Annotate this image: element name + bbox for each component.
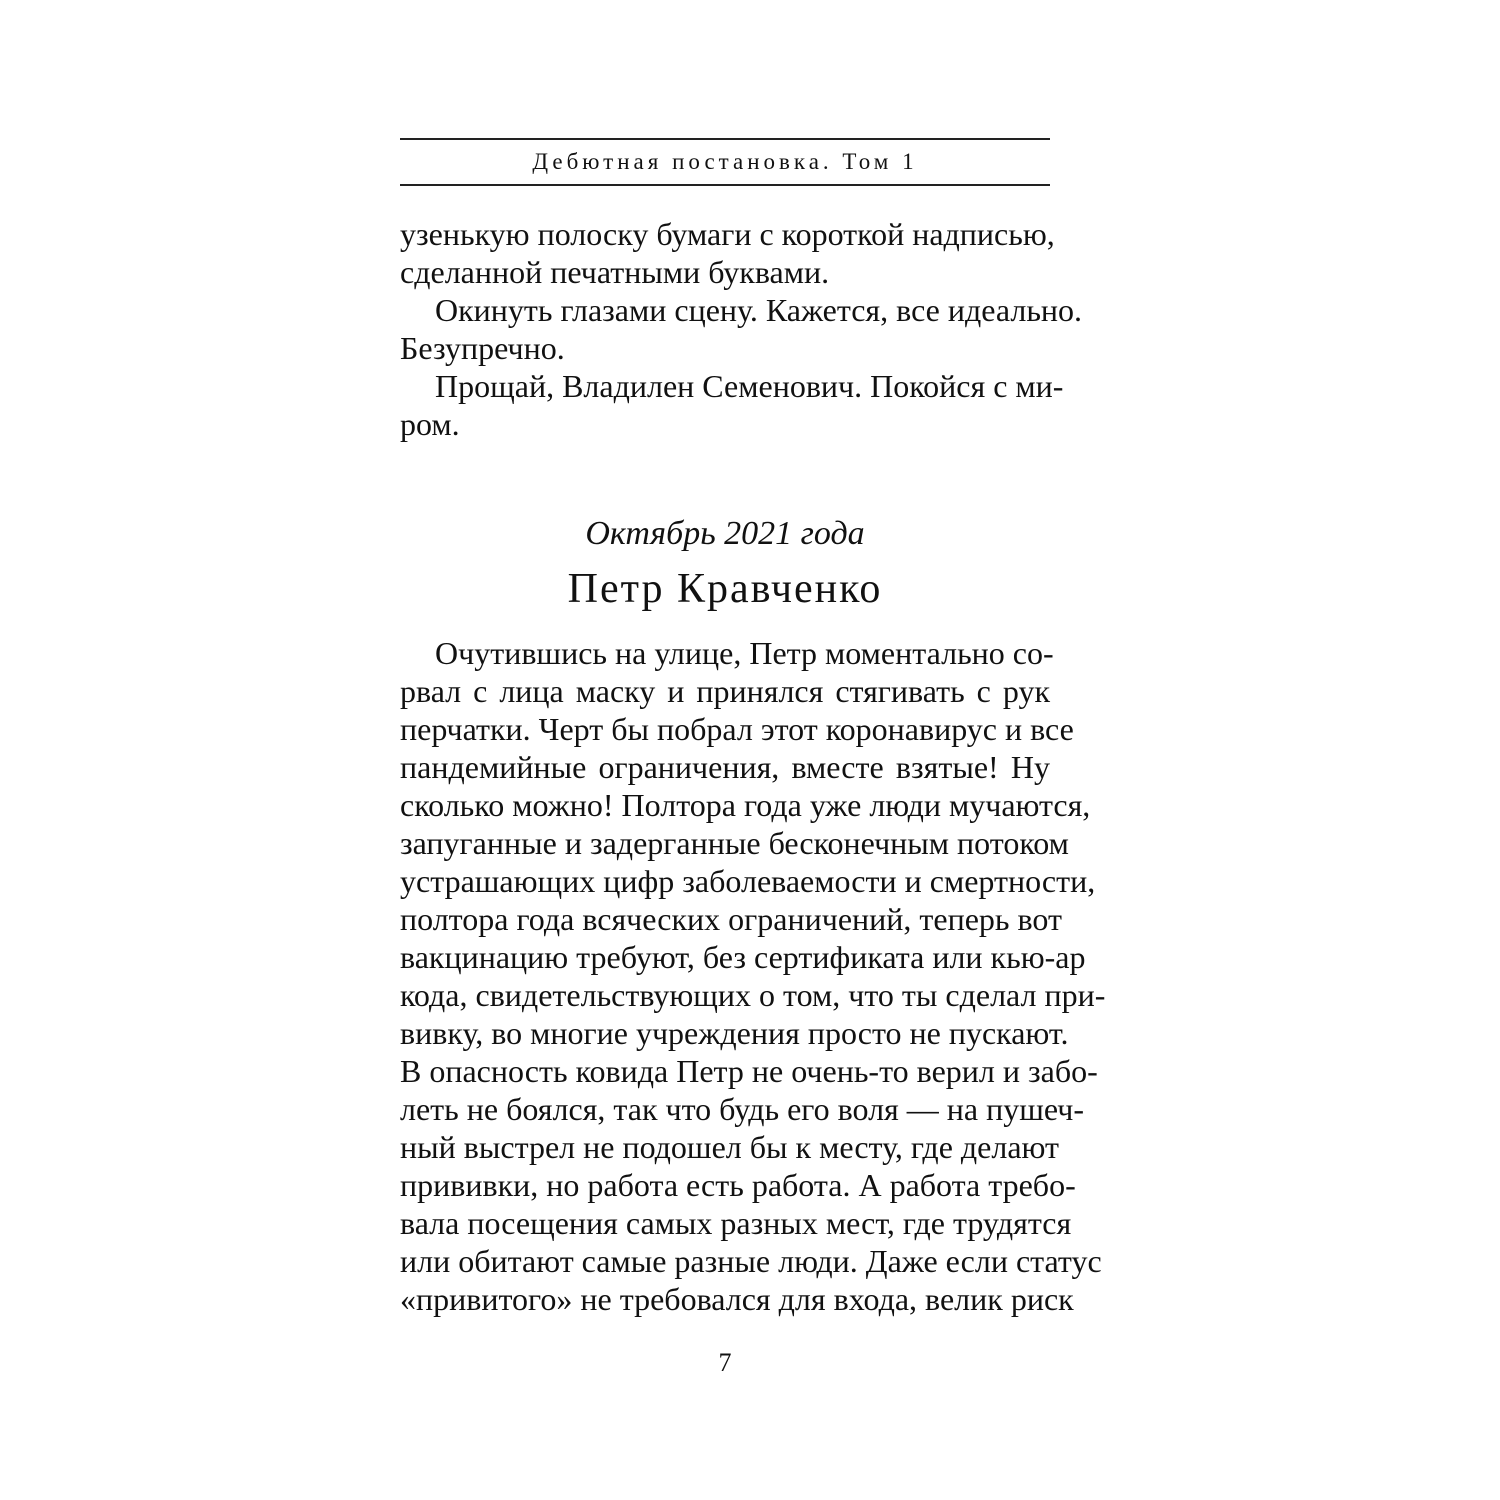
text-line: или обитают самые разные люди. Даже если статус — [400, 1243, 1102, 1279]
text-line: ный выстрел не подошел бы к месту, где делают — [400, 1129, 1060, 1165]
chapter-date: Октябрь 2021 года — [585, 515, 865, 552]
paragraph-continuation — [400, 215, 1055, 291]
text-line: леть не боялся, так что будь его воля — на пушеч- — [400, 1091, 1084, 1127]
text-line: рвал с лица маску и принялся стягивать с рук — [400, 673, 1050, 709]
text-line: Безупречно. — [400, 330, 565, 366]
paragraph — [400, 367, 1064, 443]
text-line: запуганные и задерганные бесконечным потоком — [400, 825, 1069, 861]
text-line: вакцинацию требуют, без сертификата или кью-ар — [400, 939, 1086, 975]
text-line: ром. — [400, 406, 460, 442]
text-line: В опасность ковида Петр не очень-то верил и забо- — [400, 1053, 1098, 1089]
book-page — [400, 0, 1106, 1500]
text-line: прививки, но работа есть работа. А работа требо- — [400, 1167, 1076, 1203]
text-line: кода, свидетельствующих о том, что ты сделал при- — [400, 977, 1106, 1013]
text-line: устрашающих цифр заболеваемости и смертности, — [400, 863, 1096, 899]
text-line: узенькую полоску бумаги с короткой надписью, — [400, 216, 1055, 252]
text-line: полтора года всяческих ограничений, теперь вот — [400, 901, 1062, 937]
text-line: Прощай, Владилен Семенович. Покойся с ми- — [435, 368, 1064, 404]
running-head — [400, 138, 1050, 186]
body-paragraph — [400, 634, 1106, 1318]
paragraph — [400, 291, 1083, 367]
chapter-heading: Петр Кравченко — [567, 566, 883, 612]
text-line: Окинуть глазами сцену. Кажется, все идеально. — [435, 292, 1083, 328]
text-line: «привитого» не требовался для входа, велик риск — [400, 1281, 1074, 1317]
text-line: сколько можно! Полтора года уже люди мучаются, — [400, 787, 1091, 823]
text-line: сделанной печатными буквами. — [400, 254, 830, 290]
page-number: 7 — [718, 1348, 732, 1377]
text-line: Очутившись на улице, Петр моментально со- — [435, 635, 1054, 671]
text-line: вала посещения самых разных мест, где трудятся — [400, 1205, 1072, 1241]
text-line: пандемийные ограничения, вместе взятые! Ну — [400, 749, 1050, 785]
text-line: вивку, во многие учреждения просто не пускают. — [400, 1015, 1069, 1051]
running-head-title: Дебютная постановка. Том 1 — [532, 149, 918, 174]
text-line: перчатки. Черт бы побрал этот коронавирус и все — [400, 711, 1074, 747]
